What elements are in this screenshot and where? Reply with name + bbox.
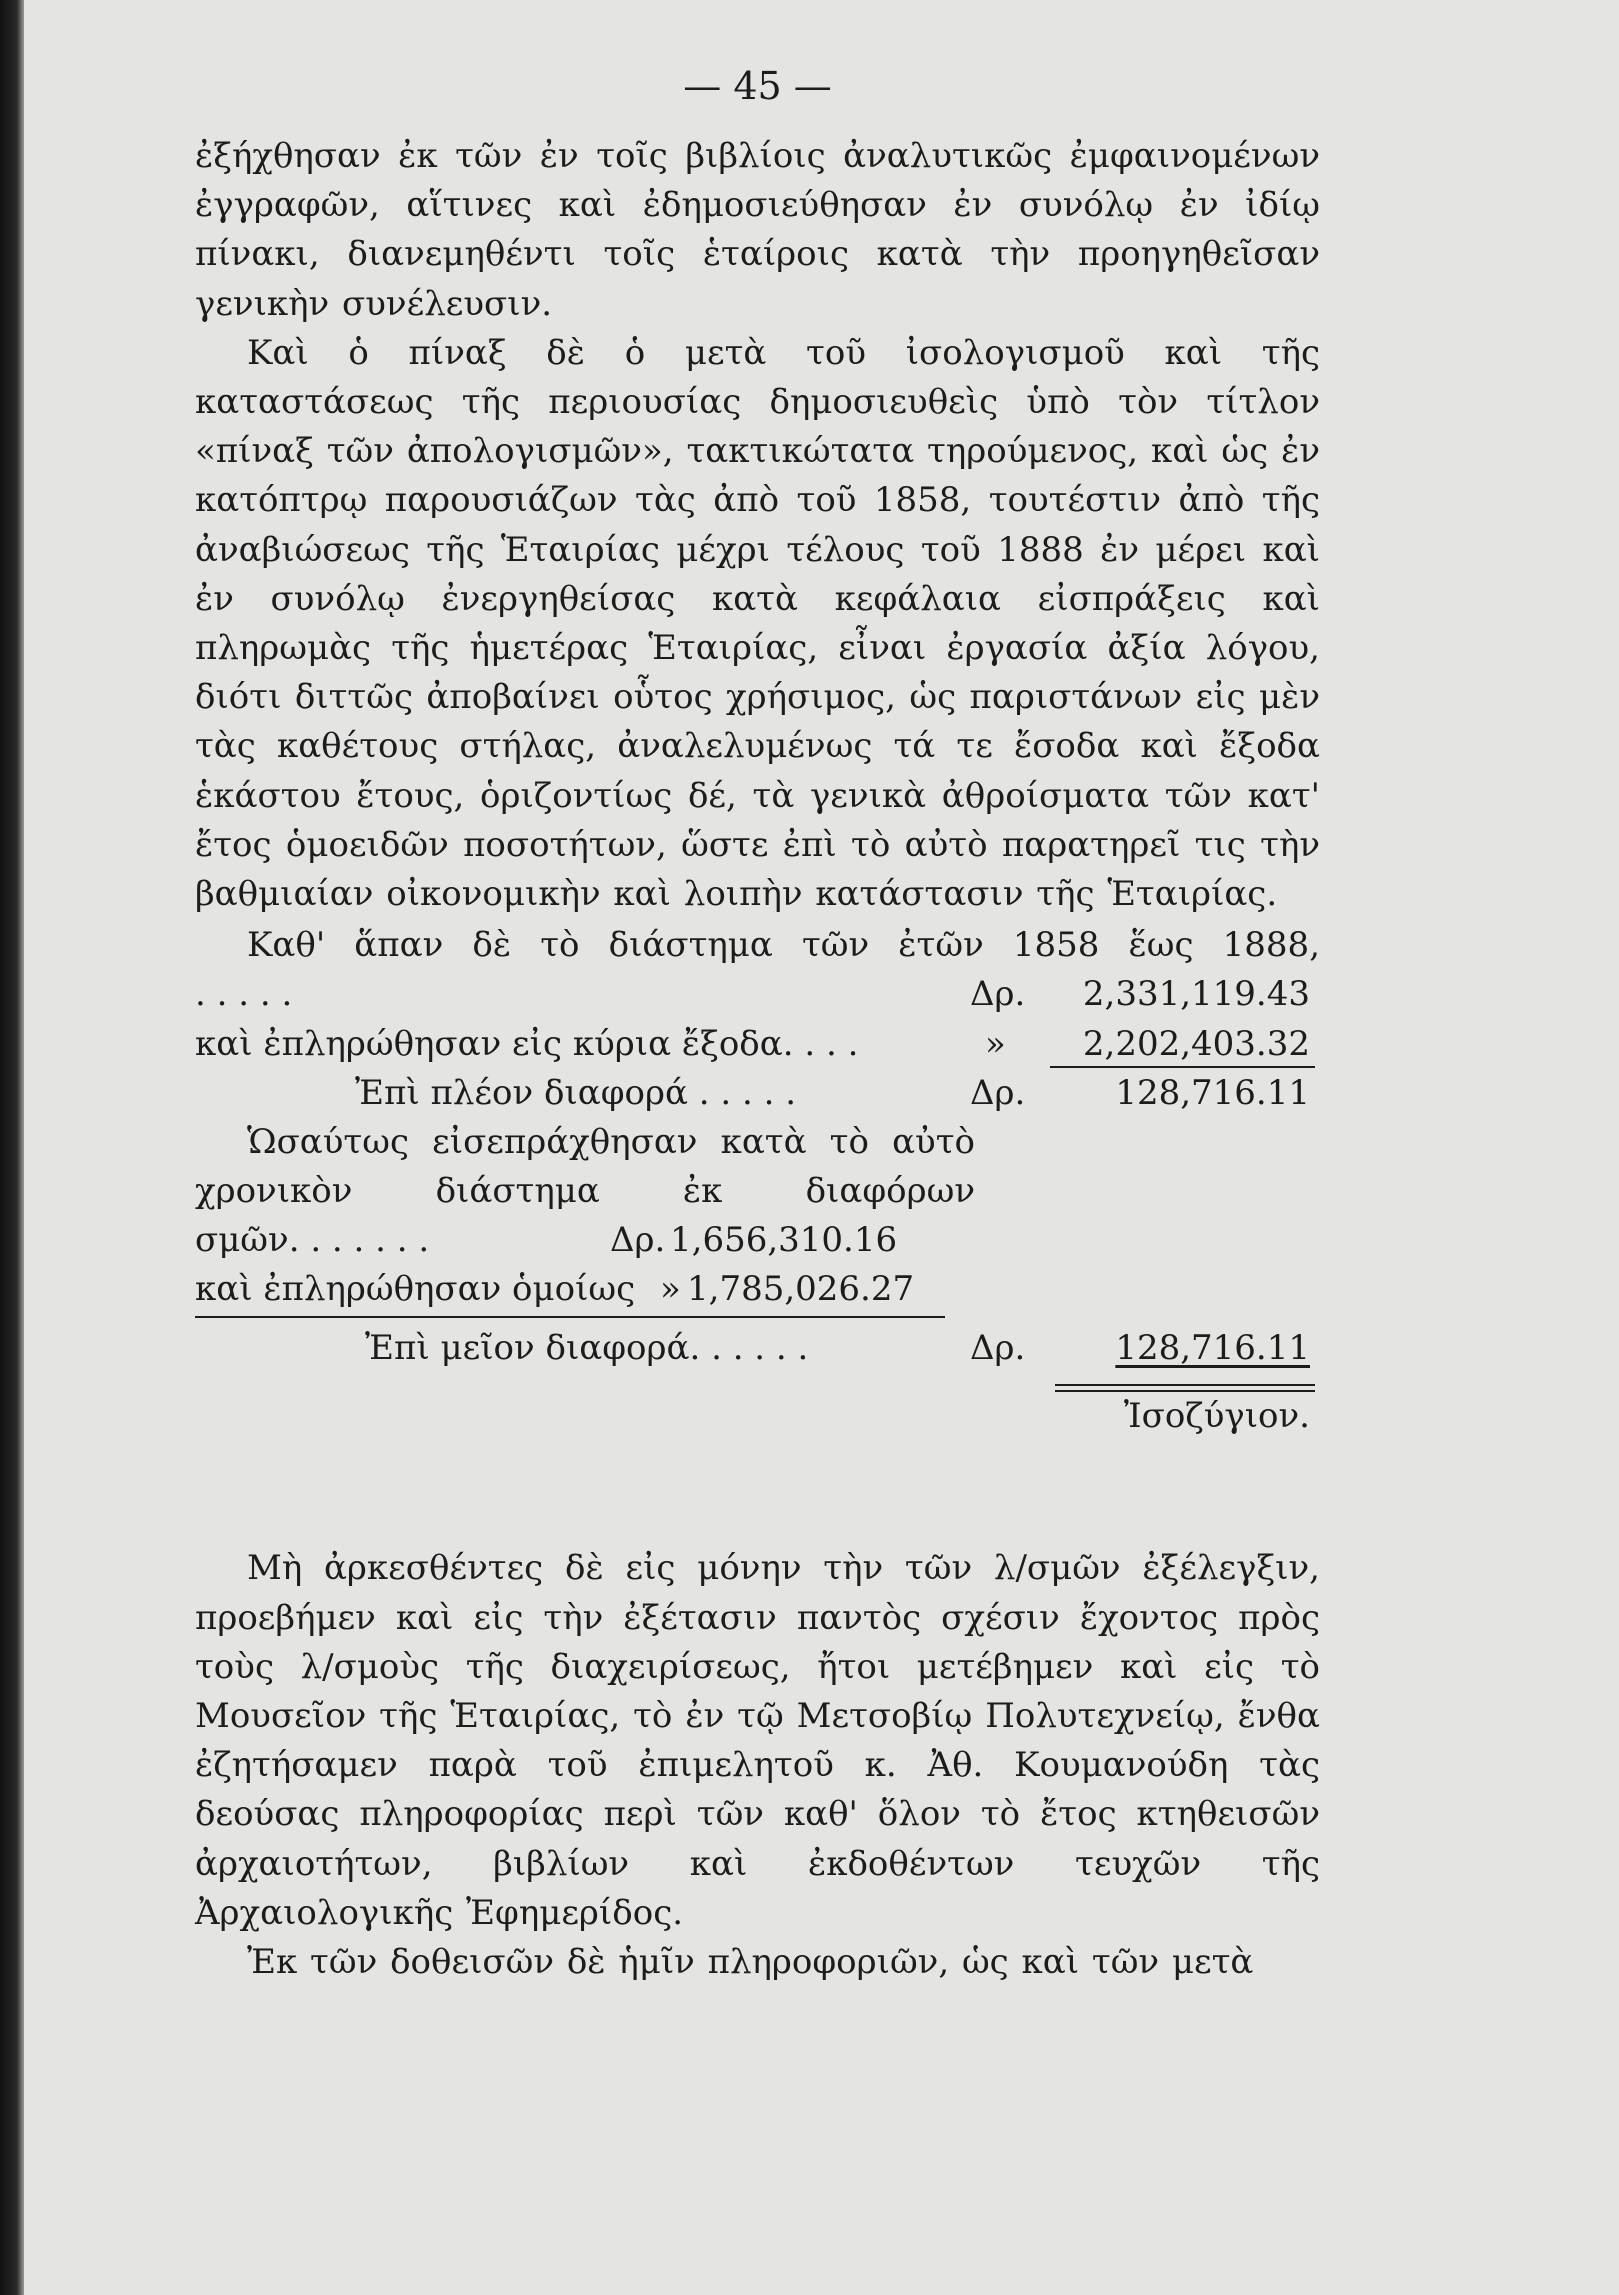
- ledger-2-row-3-label: Ἐπὶ μεῖον διαφορά. . . . . .: [365, 1328, 809, 1369]
- ledger-1-row-1-amount: 2,331,119.43: [1082, 974, 1310, 1015]
- ledger-2-row-2-currency: »: [660, 1269, 681, 1310]
- ledger-2-row-2-amount: 1,785,026.27: [687, 1269, 915, 1310]
- paragraph-1: ἐξήχθησαν ἐκ τῶν ἐν τοῖς βιβλίοις ἀναλυτικῶς ἐμφαινομένων ἐγγραφῶν, αἵτινες καὶ ἐδημοσιεύθησαν ἐν συνόλῳ ἐν ἰδίῳ πίνακι, διανεμηθέντι τοῖς ἑταίροις κατὰ τὴν προηγηθεῖσαν γενικὴν συνέλευσιν.: [195, 136, 1320, 324]
- ledger-1-row-2-currency: »: [985, 1023, 1006, 1064]
- paragraph-5: Μὴ ἀρκεσθέντες δὲ εἰς μόνην τὴν τῶν λ/σμῶν ἐξέλεγξιν, προεβήμεν καὶ εἰς τὴν ἐξέτασιν παντὸς σχέσιν ἔχοντος πρὸς τοὺς λ/σμοὺς τῆς διαχειρίσεως, ἤτοι μετέβημεν καὶ εἰς τὸ Μουσεῖον τῆς Ἑταιρίας, τὸ ἐν τῷ Μετσοβίῳ Πολυτεχνείῳ, ἔνθα ἐζητήσαμεν παρὰ τοῦ ἐπιμελητοῦ κ. Ἀθ. Κουμανούδη τὰς δεούσας πληροφορίας περὶ τῶν καθ' ὅλον τὸ ἔτος κτηθεισῶν ἀρχαιοτήτων, βιβλίων καὶ ἐκδοθέντων τευχῶν τῆς Ἀρχαιολογικῆς Ἐφημερίδος.: [195, 1548, 1320, 1933]
- paragraph-4: Ὡσαύτως εἰσεπράχθησαν κατὰ τὸ αὐτὸ χρονικὸν διάστημα ἐκ διαφόρων: [195, 1122, 975, 1212]
- ledger-1-row-1-dots: . . . . .: [195, 974, 293, 1015]
- paragraph-6: Ἐκ τῶν δοθεισῶν δὲ ἡμῖν πληροφοριῶν, ὡς καὶ τῶν μετὰ: [247, 1942, 1254, 1983]
- ledger-1-row-3-label: Ἐπὶ πλέον διαφορά . . . . .: [355, 1072, 797, 1113]
- paragraph-3: Καθ' ἅπαν δὲ τὸ διάστημα τῶν ἐτῶν 1858 ἕως 1888,: [247, 925, 1320, 966]
- ledger-table-1: [195, 970, 1320, 1118]
- ledger-1-row-2: [195, 1020, 1320, 1069]
- balance-label: Ἰσοζύγιον.: [1123, 1396, 1310, 1437]
- ledger-1-row-3: [195, 1069, 1320, 1118]
- ledger-2-sum-rule: [195, 1316, 945, 1318]
- ledger-2-row-1: [195, 1216, 975, 1265]
- ledger-2-row-2-label: καὶ ἐπληρώθησαν ὁμοίως: [195, 1269, 636, 1310]
- ledger-2-row-1-currency: Δρ.: [610, 1220, 666, 1261]
- balance-double-rule-top: [1055, 1384, 1315, 1386]
- ledger-2-row-3: [195, 1324, 1320, 1373]
- ledger-1-row-3-currency: Δρ.: [970, 1072, 1026, 1113]
- ledger-2-row-1-label: σμῶν. . . . . . .: [195, 1220, 430, 1261]
- ledger-1-row-1-currency: Δρ.: [970, 974, 1026, 1015]
- ledger-table-2: [195, 1216, 1320, 1512]
- ledger-2-row-3-amount: 128,716.11: [1115, 1328, 1310, 1369]
- paragraph-2: Καὶ ὁ πίναξ δὲ ὁ μετὰ τοῦ ἰσολογισμοῦ καὶ τῆς καταστάσεως τῆς περιουσίας δημοσιευθεὶς ὑπὸ τὸν τίτλον «πίναξ τῶν ἀπολογισμῶν», τακτικώτατα τηρούμενος, καὶ ὡς ἐν κατόπτρῳ παρουσιάζων τὰς ἀπὸ τοῦ 1858, τουτέστιν ἀπὸ τῆς ἀναβιώσεως τῆς Ἑταιρίας μέχρι τέλους τοῦ 1888 ἐν μέρει καὶ ἐν συνόλῳ ἐνεργηθείσας κατὰ κεφάλαια εἰσπράξεις καὶ πληρωμὰς τῆς ἡμετέρας Ἑταιρίας, εἶναι ἐργασία ἀξία λόγου, διότι διττῶς ἀποβαίνει οὗτος χρήσιμος, ὡς παριστάνων εἰς μὲν τὰς καθέτους στήλας, ἀναλελυμένως τά τε ἔσοδα καὶ ἔξοδα ἑκάστου ἔτους, ὁριζοντίως δέ, τὰ γενικὰ ἀθροίσματα τῶν κατ' ἔτος ὁμοειδῶν ποσοτήτων, ὥστε ἐπὶ τὸ αὐτὸ παρατηρεῖ τις τὴν βαθμιαίαν οἰκονομικὴν καὶ λοιπὴν κατάστασιν τῆς Ἑταιρίας.: [195, 332, 1320, 915]
- ledger-1-row-2-amount: 2,202,403.32: [1082, 1023, 1310, 1064]
- ledger-1-row-1: [195, 970, 1320, 1019]
- page-number: — 45 —: [683, 64, 832, 108]
- balance-row: [195, 1392, 1320, 1441]
- book-spine-shadow: [0, 0, 24, 2295]
- book-page: [195, 60, 1320, 2260]
- ledger-2-row-1-amount: 1,656,310.16: [670, 1220, 898, 1261]
- ledger-1-row-2-label: καὶ ἐπληρώθησαν εἰς κύρια ἔξοδα. . . .: [195, 1023, 859, 1064]
- ledger-1-row-3-amount: 128,716.11: [1115, 1072, 1310, 1113]
- ledger-2-row-2: [195, 1265, 975, 1314]
- ledger-2-row-3-currency: Δρ.: [970, 1328, 1026, 1369]
